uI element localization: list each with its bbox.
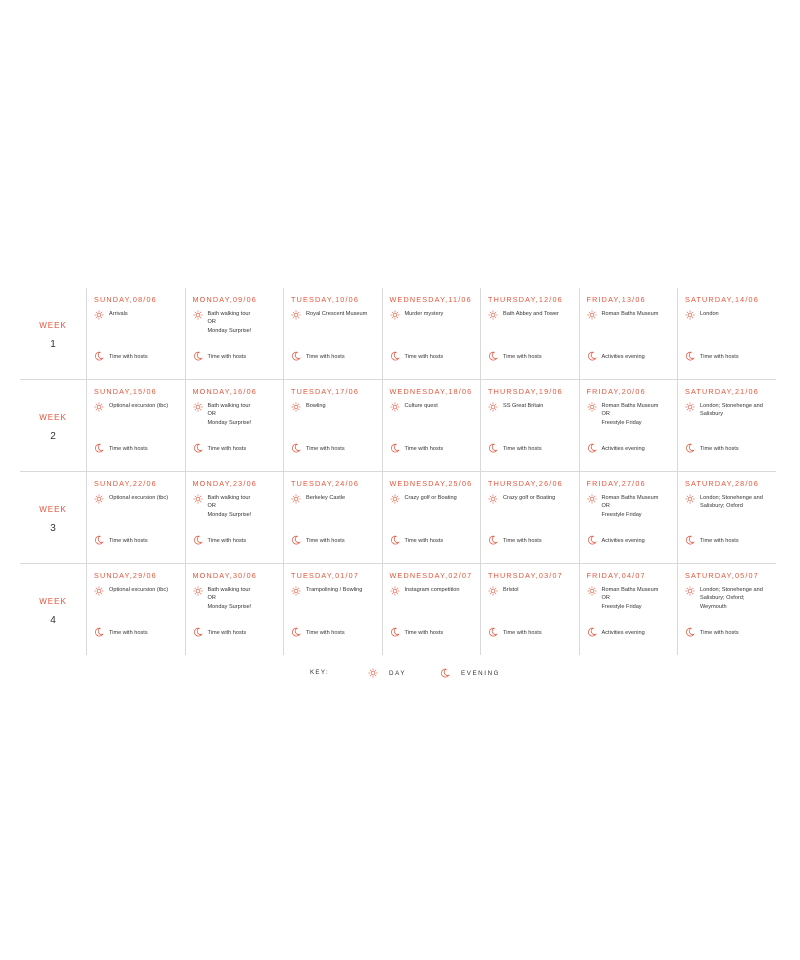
day-cell — [86, 288, 185, 379]
day-cell — [677, 380, 776, 471]
day-activity — [587, 402, 678, 427]
day-activity — [685, 310, 776, 320]
moon-icon — [94, 351, 104, 361]
week-row — [20, 380, 776, 472]
moon-icon — [291, 351, 301, 361]
activity-line: SS Great Britain — [503, 403, 544, 409]
day-activity-text — [700, 586, 763, 611]
day-header: MONDAY,30/06 — [192, 571, 257, 580]
evening-activity-text: Time with hosts — [109, 630, 148, 636]
evening-activity — [685, 535, 739, 545]
evening-activity-text: Activities evening — [601, 630, 645, 636]
activity-line: OR — [601, 595, 610, 602]
evening-activity — [291, 535, 345, 545]
day-header: SATURDAY,05/07 — [685, 571, 759, 580]
evening-activity — [390, 627, 444, 637]
day-cell — [480, 288, 579, 379]
day-activity-text — [405, 586, 460, 594]
day-cell — [86, 472, 185, 563]
day-activity — [193, 310, 284, 335]
day-cell — [382, 380, 481, 471]
evening-activity — [488, 351, 542, 361]
week-label — [20, 472, 86, 563]
sun-icon — [390, 310, 400, 320]
sun-icon — [685, 586, 695, 596]
day-activity-text — [405, 402, 438, 410]
day-activity — [488, 310, 579, 320]
week-number: 2 — [50, 431, 56, 442]
day-activity-text — [602, 586, 659, 611]
moon-icon — [488, 627, 498, 637]
evening-activity — [587, 443, 645, 453]
day-header: FRIDAY,04/07 — [586, 571, 646, 580]
evening-activity — [291, 627, 345, 637]
sun-icon — [488, 310, 498, 320]
activity-line: Bristol — [503, 587, 519, 593]
key-label: KEY: — [310, 669, 329, 676]
evening-activity — [390, 443, 444, 453]
day-header: SATURDAY,28/06 — [685, 479, 759, 488]
evening-activity — [587, 535, 645, 545]
day-cell — [579, 564, 678, 655]
evening-activity — [193, 535, 247, 545]
sun-icon — [94, 402, 104, 412]
day-header: SATURDAY,14/06 — [685, 295, 759, 304]
evening-activity-text: Time with hosts — [207, 630, 247, 636]
moon-icon — [390, 351, 400, 361]
day-cell — [185, 288, 284, 379]
day-header: WEDNESDAY,11/06 — [389, 295, 472, 304]
day-cell — [86, 564, 185, 655]
day-cell — [185, 380, 284, 471]
moon-icon — [685, 627, 695, 637]
day-cell — [677, 472, 776, 563]
day-activity — [390, 402, 481, 412]
activity-line: Arrivals — [109, 311, 128, 317]
day-activity-text — [109, 586, 168, 594]
activity-line: Salisbury — [700, 411, 724, 418]
evening-activity — [488, 627, 542, 637]
day-header: THURSDAY,19/06 — [488, 387, 563, 396]
day-cell — [579, 380, 678, 471]
evening-activity-text: Time with hosts — [700, 630, 739, 636]
day-activity — [390, 494, 481, 504]
moon-icon — [390, 535, 400, 545]
evening-activity — [685, 443, 739, 453]
day-activity — [685, 586, 776, 611]
activity-line: Murder mystery — [404, 311, 444, 317]
day-header: TUESDAY,17/06 — [291, 387, 360, 396]
day-activity — [193, 402, 284, 427]
activity-line: Optional excursion (tbc) — [109, 495, 169, 501]
sun-icon — [390, 402, 400, 412]
day-activity-text — [208, 310, 252, 335]
sun-icon — [94, 494, 104, 504]
sun-icon — [291, 310, 301, 320]
sun-icon — [587, 402, 597, 412]
day-activity-text — [503, 310, 559, 318]
evening-activity-text: Time with hosts — [700, 538, 739, 544]
evening-activity-text: Activities evening — [601, 446, 645, 452]
day-activity — [488, 494, 579, 504]
sun-icon — [685, 310, 695, 320]
day-cell — [283, 380, 382, 471]
activity-line: OR — [207, 319, 216, 326]
day-cell — [579, 472, 678, 563]
moon-icon — [587, 443, 597, 453]
day-activity — [94, 310, 185, 320]
day-cell — [382, 472, 481, 563]
activity-line: Bath walking tour — [207, 495, 251, 501]
day-activity — [488, 402, 579, 412]
moon-icon — [440, 668, 450, 678]
week-word: WEEK — [39, 321, 67, 330]
activity-line: OR — [207, 411, 216, 418]
activity-line: Optional excursion (tbc) — [109, 587, 169, 593]
day-cell — [579, 288, 678, 379]
sun-icon — [488, 586, 498, 596]
day-activity-text — [208, 494, 252, 519]
evening-activity-text: Time with hosts — [404, 354, 444, 360]
evening-activity-text: Time with hosts — [207, 354, 247, 360]
moon-icon — [390, 627, 400, 637]
activity-line: Optional excursion (tbc) — [109, 403, 169, 409]
sun-icon — [193, 402, 203, 412]
evening-activity-text: Time with hosts — [306, 538, 345, 544]
day-cell — [283, 288, 382, 379]
day-cell — [480, 472, 579, 563]
activity-line: Crazy golf or Boating — [503, 495, 556, 501]
evening-activity — [488, 535, 542, 545]
activity-line: Roman Baths Museum — [601, 587, 659, 593]
sun-icon — [488, 402, 498, 412]
activity-line: Bath walking tour — [207, 587, 251, 593]
sun-icon — [193, 494, 203, 504]
moon-icon — [685, 351, 695, 361]
day-cell — [677, 564, 776, 655]
day-activity-text — [306, 586, 362, 594]
day-activity-text — [700, 402, 763, 419]
day-header: THURSDAY,26/06 — [488, 479, 563, 488]
day-activity — [587, 310, 678, 320]
day-activity-text — [109, 402, 168, 410]
week-word: WEEK — [39, 505, 67, 514]
evening-activity-text: Activities evening — [601, 538, 645, 544]
day-header: SUNDAY,29/06 — [94, 571, 157, 580]
day-activity — [685, 494, 776, 511]
day-cell — [185, 472, 284, 563]
day-activity — [587, 494, 678, 519]
moon-icon — [291, 627, 301, 637]
activity-line: Culture quest — [404, 403, 438, 409]
day-activity — [94, 402, 185, 412]
activity-line: Instagram competition — [404, 587, 460, 593]
day-header: WEDNESDAY,25/06 — [389, 479, 473, 488]
evening-activity-text: Time with hosts — [207, 446, 247, 452]
moon-icon — [587, 351, 597, 361]
moon-icon — [390, 443, 400, 453]
activity-line: Crazy golf or Boating — [404, 495, 457, 501]
activity-line: Salisbury; Oxford; — [700, 595, 745, 602]
day-activity-text — [503, 402, 543, 410]
sun-icon — [390, 494, 400, 504]
activity-line: Trampolining / Bowling — [306, 587, 363, 593]
day-activity — [94, 586, 185, 596]
day-cell — [185, 564, 284, 655]
activity-line: Bath walking tour — [207, 311, 251, 317]
day-header: TUESDAY,24/06 — [291, 479, 360, 488]
evening-activity — [94, 535, 148, 545]
moon-icon — [685, 443, 695, 453]
sun-icon — [291, 402, 301, 412]
key-legend — [0, 668, 800, 680]
activity-line: Bowling — [306, 403, 326, 409]
week-word: WEEK — [39, 597, 67, 606]
activity-line: Monday Surprise! — [207, 511, 252, 518]
evening-activity — [685, 627, 739, 637]
activity-line: Berkeley Castle — [306, 495, 346, 501]
day-activity-text — [306, 402, 326, 410]
day-header: MONDAY,16/06 — [192, 387, 257, 396]
day-activity-text — [306, 494, 345, 502]
day-activity — [587, 586, 678, 611]
evening-activity — [390, 535, 444, 545]
sun-icon — [368, 668, 378, 678]
evening-activity — [94, 627, 148, 637]
evening-activity-text: Time with hosts — [503, 538, 542, 544]
activity-line: Roman Baths Museum — [601, 403, 659, 409]
moon-icon — [587, 627, 597, 637]
evening-activity — [685, 351, 739, 361]
week-number: 4 — [50, 615, 56, 626]
evening-activity-text: Time with hosts — [700, 446, 739, 452]
day-activity-text — [602, 310, 659, 318]
day-cell — [86, 380, 185, 471]
day-activity — [390, 586, 481, 596]
moon-icon — [291, 535, 301, 545]
sun-icon — [94, 586, 104, 596]
day-header: SUNDAY,15/06 — [94, 387, 157, 396]
day-header: TUESDAY,01/07 — [291, 571, 360, 580]
sun-icon — [587, 494, 597, 504]
day-header: MONDAY,09/06 — [192, 295, 257, 304]
week-number: 1 — [50, 339, 56, 350]
moon-icon — [193, 535, 203, 545]
key-evening-label: EVENING — [461, 669, 501, 677]
day-activity — [291, 310, 382, 320]
day-activity — [291, 402, 382, 412]
evening-activity — [390, 351, 444, 361]
activity-line: Weymouth — [700, 603, 727, 610]
week-label — [20, 380, 86, 471]
day-header: THURSDAY,12/06 — [488, 295, 563, 304]
day-activity-text — [208, 402, 252, 427]
day-cell — [480, 380, 579, 471]
evening-activity — [291, 351, 345, 361]
week-label — [20, 564, 86, 655]
evening-activity-text: Time with hosts — [109, 446, 148, 452]
day-activity-text — [109, 310, 128, 318]
day-activity-text — [503, 586, 519, 594]
day-activity-text — [602, 402, 659, 427]
day-activity — [94, 494, 185, 504]
day-header: TUESDAY,10/06 — [291, 295, 360, 304]
day-header: THURSDAY,03/07 — [488, 571, 563, 580]
moon-icon — [193, 443, 203, 453]
sun-icon — [685, 494, 695, 504]
activity-line: London — [700, 311, 719, 317]
sun-icon — [488, 494, 498, 504]
activity-line: OR — [601, 503, 610, 510]
activity-line: Bath walking tour — [207, 403, 251, 409]
day-activity-text — [602, 494, 659, 519]
evening-activity-text: Time with hosts — [700, 354, 739, 360]
evening-activity — [94, 443, 148, 453]
evening-activity — [587, 627, 645, 637]
moon-icon — [488, 443, 498, 453]
evening-activity — [291, 443, 345, 453]
evening-activity — [193, 627, 247, 637]
activity-line: Royal Crescent Museum — [306, 311, 368, 317]
evening-activity — [94, 351, 148, 361]
moon-icon — [94, 535, 104, 545]
moon-icon — [587, 535, 597, 545]
day-activity-text — [700, 494, 763, 511]
activity-line: Monday Surprise! — [207, 327, 252, 334]
evening-activity-text: Time with hosts — [306, 630, 345, 636]
day-activity-text — [700, 310, 719, 318]
sun-icon — [193, 586, 203, 596]
sun-icon — [685, 402, 695, 412]
evening-activity-text: Time with hosts — [306, 354, 345, 360]
activity-line: London; Stonehenge and — [700, 495, 763, 501]
day-activity — [291, 586, 382, 596]
moon-icon — [193, 351, 203, 361]
day-header: SUNDAY,08/06 — [94, 295, 157, 304]
evening-activity-text: Time with hosts — [109, 538, 148, 544]
sun-icon — [587, 310, 597, 320]
activity-line: OR — [207, 503, 216, 510]
evening-activity-text: Time with hosts — [503, 446, 542, 452]
day-activity — [488, 586, 579, 596]
activity-line: Bath Abbey and Tower — [503, 311, 559, 317]
day-activity — [291, 494, 382, 504]
week-word: WEEK — [39, 413, 67, 422]
activity-line: Freestyle Friday — [601, 511, 642, 518]
evening-activity — [587, 351, 645, 361]
moon-icon — [193, 627, 203, 637]
day-header: FRIDAY,13/06 — [586, 295, 646, 304]
moon-icon — [488, 535, 498, 545]
moon-icon — [291, 443, 301, 453]
activity-line: OR — [207, 595, 216, 602]
activity-line: Monday Surprise! — [207, 603, 252, 610]
evening-activity-text: Time with hosts — [503, 354, 542, 360]
day-activity-text — [306, 310, 367, 318]
week-label — [20, 288, 86, 379]
moon-icon — [94, 443, 104, 453]
sun-icon — [291, 494, 301, 504]
sun-icon — [193, 310, 203, 320]
evening-activity-text: Time with hosts — [207, 538, 247, 544]
evening-activity-text: Time with hosts — [404, 630, 444, 636]
evening-activity-text: Activities evening — [601, 354, 645, 360]
activity-line: London; Stonehenge and — [700, 403, 763, 409]
day-activity-text — [109, 494, 168, 502]
day-activity-text — [405, 494, 457, 502]
day-header: FRIDAY,27/06 — [586, 479, 646, 488]
day-cell — [677, 288, 776, 379]
sun-icon — [390, 586, 400, 596]
day-activity-text — [208, 586, 252, 611]
activity-line: London; Stonehenge and — [700, 587, 763, 593]
day-header: WEDNESDAY,18/06 — [389, 387, 473, 396]
day-activity-text — [405, 310, 444, 318]
key-day-label: DAY — [389, 669, 407, 677]
day-header: WEDNESDAY,02/07 — [389, 571, 473, 580]
day-activity — [390, 310, 481, 320]
key-evening — [440, 668, 500, 678]
moon-icon — [94, 627, 104, 637]
evening-activity — [193, 443, 247, 453]
activity-line: Freestyle Friday — [601, 603, 642, 610]
day-activity — [685, 402, 776, 419]
day-activity — [193, 586, 284, 611]
day-activity-text — [503, 494, 555, 502]
day-cell — [382, 564, 481, 655]
evening-activity-text: Time with hosts — [404, 446, 444, 452]
sun-icon — [587, 586, 597, 596]
activity-line: Freestyle Friday — [601, 419, 642, 426]
key-day — [368, 668, 406, 678]
evening-activity-text: Time with hosts — [109, 354, 148, 360]
activity-line: Roman Baths Museum — [601, 495, 659, 501]
day-header: MONDAY,23/06 — [192, 479, 257, 488]
evening-activity-text: Time with hosts — [503, 630, 542, 636]
moon-icon — [685, 535, 695, 545]
evening-activity — [193, 351, 247, 361]
day-header: SATURDAY,21/06 — [685, 387, 759, 396]
evening-activity-text: Time with hosts — [306, 446, 345, 452]
evening-activity-text: Time with hosts — [404, 538, 444, 544]
day-cell — [480, 564, 579, 655]
day-header: SUNDAY,22/06 — [94, 479, 157, 488]
activity-line: Salisbury; Oxford — [700, 503, 743, 510]
week-row — [20, 288, 776, 380]
day-cell — [283, 564, 382, 655]
day-header: FRIDAY,20/06 — [586, 387, 646, 396]
evening-activity — [488, 443, 542, 453]
week-row — [20, 472, 776, 564]
week-number: 3 — [50, 523, 56, 534]
day-activity — [193, 494, 284, 519]
week-row — [20, 564, 776, 655]
activity-line: Roman Baths Museum — [601, 311, 659, 317]
day-cell — [382, 288, 481, 379]
sun-icon — [291, 586, 301, 596]
sun-icon — [94, 310, 104, 320]
activity-line: OR — [601, 411, 610, 418]
moon-icon — [488, 351, 498, 361]
weekly-schedule — [20, 288, 776, 655]
day-cell — [283, 472, 382, 563]
activity-line: Monday Surprise! — [207, 419, 252, 426]
